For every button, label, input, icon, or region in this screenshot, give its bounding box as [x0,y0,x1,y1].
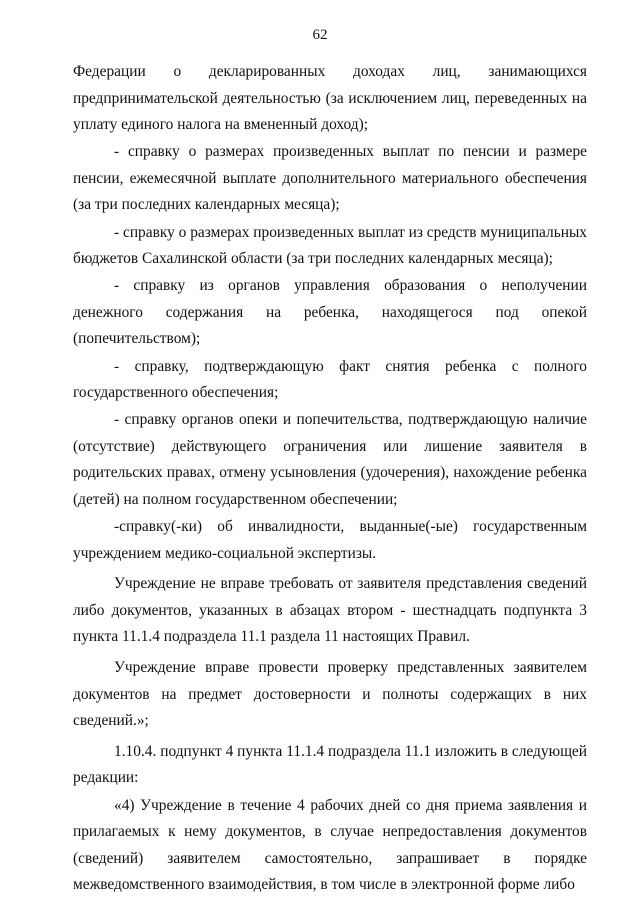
paragraph-continuation: Федерации о декларированных доходах лиц, занимающихся предпринимательской деятельностью (за исключением лиц, переведенных на уплату единого налога на вмененный доход); [73,63,587,134]
document-body [73,59,587,899]
paragraph-institution-not-entitled: Учреждение не вправе требовать от заявителя представления сведений либо документов, указанных в абзацах втором - шестнадцать подпункта 3 пункта 11.1.4 подраздела 11.1 раздела 11 настоящих Правил. [73,575,587,646]
paragraph-municipal-budget-certificate: - справку о размерах произведенных выплат из средств муниципальных бюджетов Сахалинской области (за три последних календарных месяца); [73,223,587,268]
paragraph-education-authority-certificate: - справку из органов управления образования о неполучении денежного содержания на ребенка, находящегося под опекой (попечительством); [73,277,587,348]
paragraph-institution-verification: Учреждение вправе провести проверку представленных заявителем документов на предмет достоверности и полноты содержащих в них сведений.»; [73,659,587,730]
paragraph-state-support-removal: - справку, подтверждающую факт снятия ребенка с полного государственного обеспечения; [73,357,587,402]
paragraph-guardianship-certificate: - справку органов опеки и попечительства, подтверждающую наличие (отсутствие) действующего ограничения или лишение заявителя в родительских правах, отмену усыновления (удочерения), нахождение ребенка (детей) на полном государственном обеспечении; [73,411,587,508]
paragraph-amendment-1-10-4: 1.10.4. подпункт 4 пункта 11.1.4 подраздела 11.1 изложить в следующей редакции: [73,742,587,787]
paragraph-disability-certificate: -справку(-ки) об инвалидности, выданные(-ые) государственным учреждением медико-социальной экспертизы. [73,518,587,562]
page-number: 62 [312,27,328,43]
paragraph-pension-certificate: - справку о размерах произведенных выплат по пенсии и размере пенсии, ежемесячной выплате дополнительного материального обеспечения (за три последних календарных месяца); [73,143,587,214]
paragraph-subpoint-4: «4) Учреждение в течение 4 рабочих дней со дня приема заявления и прилагаемых к нему документов, в случае непредоставления документов (сведений) заявителем самостоятельно, запрашивает в порядке межведомственного взаимодействия, в том числе в электронной форме либо [73,796,587,894]
